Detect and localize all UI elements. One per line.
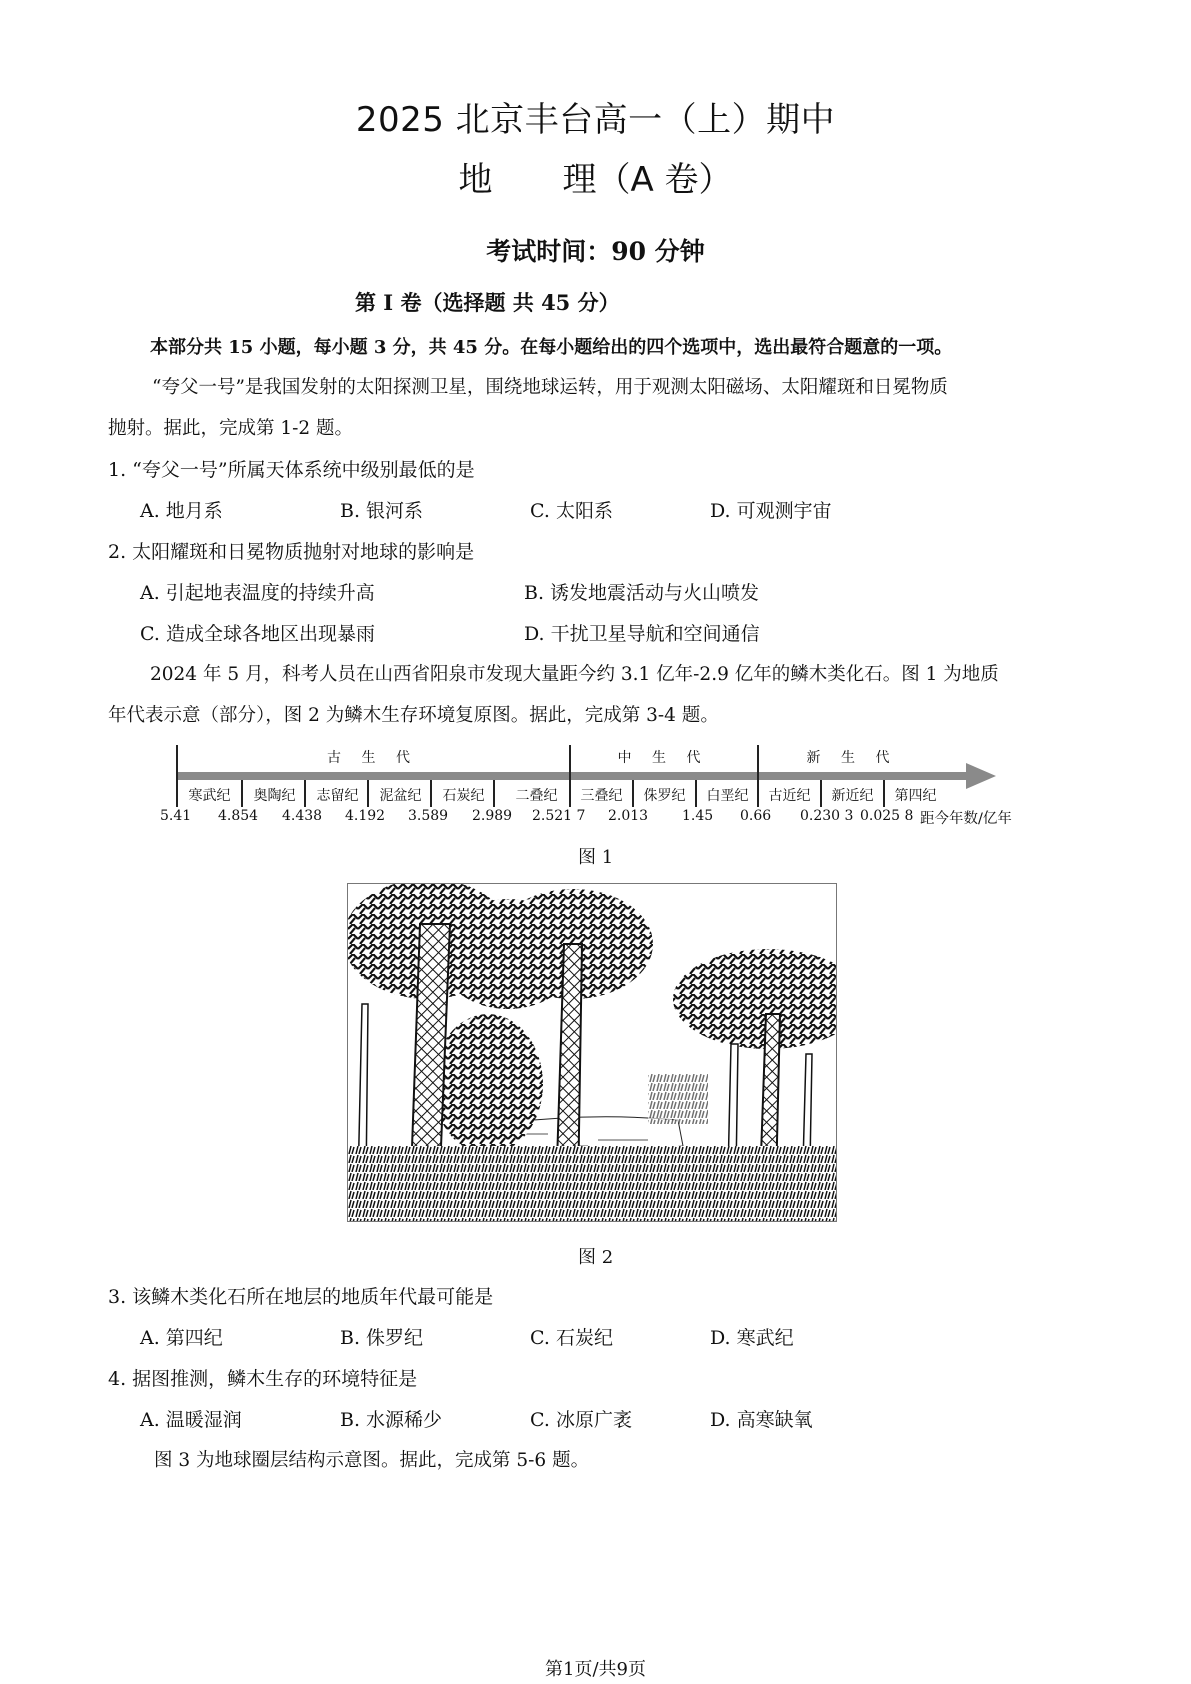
subject-right: 理（A 卷） <box>562 160 733 200</box>
period-label: 志留纪 <box>316 788 359 804</box>
section-instructions: 本部分共 15 小题，每小题 3 分，共 45 分。在每小题给出的四个选项中，选出最符合题意的一项。 <box>150 337 953 358</box>
age-value: 4.438 <box>282 808 323 824</box>
question-3-option-c: C. 石炭纪 <box>530 1327 613 1349</box>
passage-3-line-1: 图 3 为地球圈层结构示意图。据此，完成第 5-6 题。 <box>154 1450 590 1471</box>
arrow-right-icon <box>966 763 996 789</box>
question-4-option-a: A. 温暖湿润 <box>140 1409 242 1431</box>
period-label: 奥陶纪 <box>253 788 296 804</box>
question-1-option-a: A. 地月系 <box>140 500 223 522</box>
era-label-mesozoic: 中 生 代 <box>617 750 709 766</box>
figure-1-caption: 图 1 <box>578 847 614 868</box>
age-value: 3.589 <box>408 808 449 824</box>
age-value: 0.66 <box>740 808 772 824</box>
period-label: 古近纪 <box>768 788 811 804</box>
age-value: 0.230 3 <box>800 808 854 824</box>
question-4-option-b: B. 水源稀少 <box>340 1409 443 1431</box>
question-2-option-a: A. 引起地表温度的持续升高 <box>140 582 375 604</box>
period-label: 新近纪 <box>831 788 874 804</box>
period-label: 石炭纪 <box>442 788 485 804</box>
question-1-stem: 1. “夸父一号”所属天体系统中级别最低的是 <box>108 459 475 481</box>
era-label-cenozoic: 新 生 代 <box>806 750 898 766</box>
question-3-stem: 3. 该鳞木类化石所在地层的地质年代最可能是 <box>108 1286 494 1308</box>
question-2-stem: 2. 太阳耀斑和日冕物质抛射对地球的影响是 <box>108 541 475 563</box>
era-label-paleozoic: 古 生 代 <box>327 750 418 766</box>
age-value: 1.45 <box>682 808 714 824</box>
scale-tree-environment-illustration <box>347 883 837 1222</box>
axis-unit-label: 距今年数/亿年 <box>920 811 1012 827</box>
question-1-option-b: B. 银河系 <box>340 500 424 522</box>
geologic-timeline-figure <box>160 745 1040 835</box>
period-label: 侏罗纪 <box>643 788 686 804</box>
question-3-option-d: D. 寒武纪 <box>710 1327 794 1349</box>
subject-title <box>0 152 1191 201</box>
age-value: 0.025 8 <box>860 808 914 824</box>
age-value: 2.521 7 <box>532 808 586 824</box>
period-label: 寒武纪 <box>188 788 231 804</box>
age-value: 5.41 <box>160 808 192 824</box>
question-3-option-b: B. 侏罗纪 <box>340 1327 424 1349</box>
question-2-option-d: D. 干扰卫星导航和空间通信 <box>524 623 760 645</box>
age-value: 4.854 <box>218 808 259 824</box>
figure-2-caption: 图 2 <box>578 1247 614 1268</box>
question-1-option-c: C. 太阳系 <box>530 500 613 522</box>
page-indicator: 第1页/共9页 <box>545 1659 646 1680</box>
question-4-option-c: C. 冰原广袤 <box>530 1409 632 1431</box>
question-1-option-d: D. 可观测宇宙 <box>710 500 832 522</box>
period-label: 二叠纪 <box>515 788 558 804</box>
age-value: 2.013 <box>608 808 649 824</box>
period-label: 三叠纪 <box>580 788 623 804</box>
document-title: 2025 北京丰台高一（上）期中 <box>355 100 836 140</box>
passage-1-line-2: 抛射。据此，完成第 1-2 题。 <box>108 418 354 439</box>
question-3-option-a: A. 第四纪 <box>140 1327 223 1349</box>
passage-2-line-1: 2024 年 5 月，科考人员在山西省阳泉市发现大量距今约 3.1 亿年-2.9 亿年的鳞木类化石。图 1 为地质 <box>150 664 999 685</box>
period-label: 泥盆纪 <box>379 788 422 804</box>
section-heading: 第 I 卷（选择题 共 45 分） <box>355 290 620 315</box>
question-2-option-c: C. 造成全球各地区出现暴雨 <box>140 623 375 645</box>
passage-1-line-1: “夸父一号”是我国发射的太阳探测卫星，围绕地球运转，用于观测太阳磁场、太阳耀斑和日冕物质 <box>152 377 948 398</box>
period-label: 第四纪 <box>894 788 937 804</box>
age-value: 4.192 <box>345 808 386 824</box>
subject-left: 地 <box>458 160 493 200</box>
question-4-option-d: D. 高寒缺氧 <box>710 1409 813 1431</box>
period-label: 白垩纪 <box>706 788 749 804</box>
timeline-axis <box>178 772 968 780</box>
age-value: 2.989 <box>472 808 513 824</box>
question-2-option-b: B. 诱发地震活动与火山喷发 <box>524 582 760 604</box>
question-4-stem: 4. 据图推测，鳞木生存的环境特征是 <box>108 1368 418 1390</box>
exam-time: 考试时间：90 分钟 <box>486 237 705 266</box>
passage-2-line-2: 年代表示意（部分），图 2 为鳞木生存环境复原图。据此，完成第 3-4 题。 <box>108 705 719 726</box>
